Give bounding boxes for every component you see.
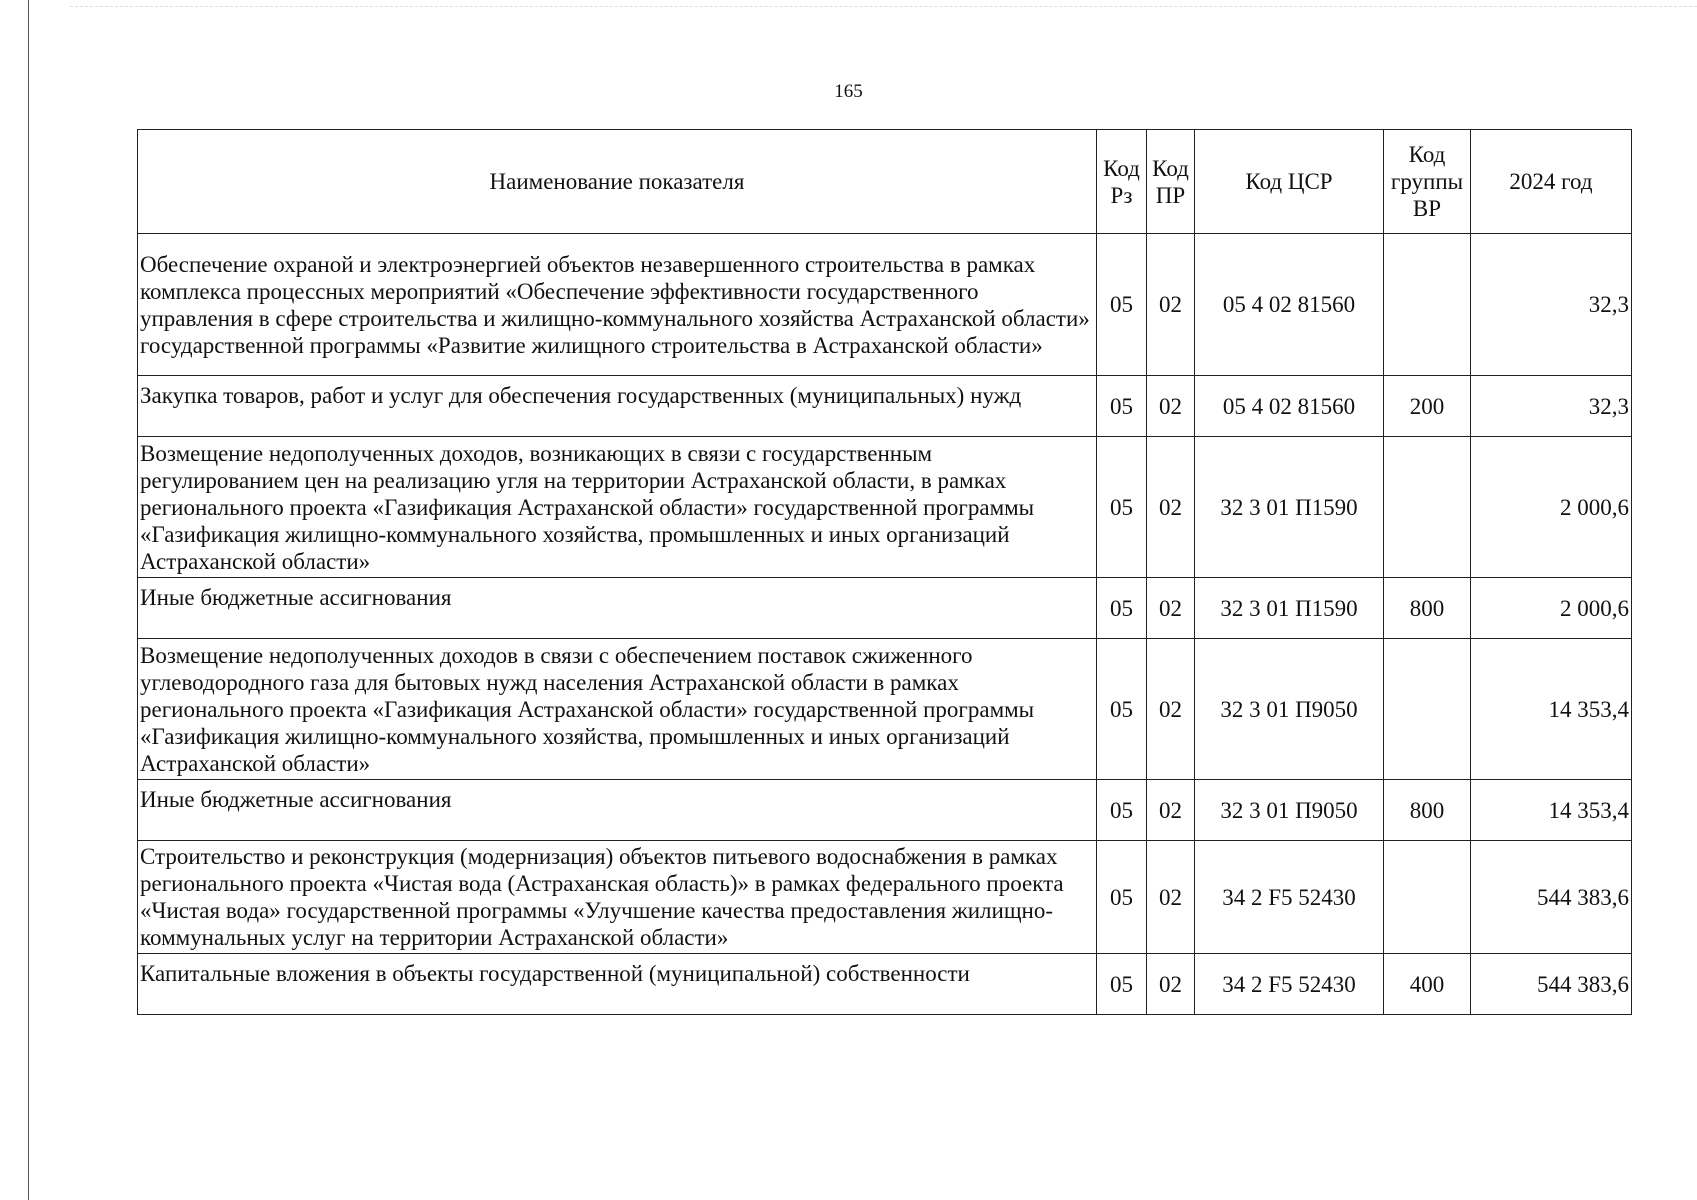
row-csr: 32 3 01 П9050 [1195, 639, 1384, 780]
row-amount: 32,3 [1471, 376, 1632, 437]
row-rz: 05 [1097, 780, 1147, 841]
row-pr: 02 [1147, 376, 1195, 437]
header-rz: Код Рз [1097, 130, 1147, 234]
row-pr: 02 [1147, 841, 1195, 954]
row-vr: 800 [1384, 780, 1471, 841]
row-vr [1384, 234, 1471, 376]
table-row [138, 639, 1632, 780]
row-csr: 05 4 02 81560 [1195, 234, 1384, 376]
row-csr: 34 2 F5 52430 [1195, 954, 1384, 1015]
row-vr [1384, 437, 1471, 578]
row-pr: 02 [1147, 437, 1195, 578]
row-amount: 544 383,6 [1471, 954, 1632, 1015]
row-name: Возмещение недополученных доходов в связи с обеспечением поставок сжиженного углеводородного газа для бытовых нужд населения Астраханской области в рамках регионального проекта «Газификация Астраханской области» государственной программы «Газификация жилищно-коммунального хозяйства, промышленных и иных организаций Астраханской области» [138, 639, 1097, 780]
header-year: 2024 год [1471, 130, 1632, 234]
table-row [138, 841, 1632, 954]
row-amount: 2 000,6 [1471, 437, 1632, 578]
row-rz: 05 [1097, 234, 1147, 376]
row-csr: 05 4 02 81560 [1195, 376, 1384, 437]
row-amount: 2 000,6 [1471, 578, 1632, 639]
row-name: Капитальные вложения в объекты государственной (муниципальной) собственности [138, 954, 1097, 1015]
row-name: Строительство и реконструкция (модернизация) объектов питьевого водоснабжения в рамках регионального проекта «Чистая вода (Астраханская область)» в рамках федерального проекта «Чистая вода» государственной программы «Улучшение качества предоставления жилищно-коммунальных услуг на территории Астраханской области» [138, 841, 1097, 954]
row-pr: 02 [1147, 639, 1195, 780]
page-number: 165 [834, 81, 863, 102]
row-rz: 05 [1097, 437, 1147, 578]
row-vr: 800 [1384, 578, 1471, 639]
row-vr [1384, 639, 1471, 780]
row-vr [1384, 841, 1471, 954]
table-row [138, 578, 1632, 639]
row-rz: 05 [1097, 578, 1147, 639]
row-csr: 32 3 01 П1590 [1195, 578, 1384, 639]
row-amount: 14 353,4 [1471, 639, 1632, 780]
table-row [138, 376, 1632, 437]
row-rz: 05 [1097, 954, 1147, 1015]
row-vr: 200 [1384, 376, 1471, 437]
header-csr: Код ЦСР [1195, 130, 1384, 234]
row-name: Иные бюджетные ассигнования [138, 578, 1097, 639]
table-row [138, 234, 1632, 376]
row-amount: 14 353,4 [1471, 780, 1632, 841]
row-rz: 05 [1097, 841, 1147, 954]
table-row [138, 780, 1632, 841]
row-csr: 34 2 F5 52430 [1195, 841, 1384, 954]
table-row [138, 437, 1632, 578]
row-amount: 32,3 [1471, 234, 1632, 376]
row-pr: 02 [1147, 234, 1195, 376]
row-rz: 05 [1097, 639, 1147, 780]
row-name: Иные бюджетные ассигнования [138, 780, 1097, 841]
binding-edge-line [28, 0, 29, 1200]
row-name: Возмещение недополученных доходов, возникающих в связи с государственным регулированием цен на реализацию угля на территории Астраханской области, в рамках регионального проекта «Газификация Астраханской области» государственной программы «Газификация жилищно-коммунального хозяйства, промышленных и иных организаций Астраханской области» [138, 437, 1097, 578]
row-csr: 32 3 01 П9050 [1195, 780, 1384, 841]
header-vr: Код группы ВР [1384, 130, 1471, 234]
header-name: Наименование показателя [138, 130, 1097, 234]
row-pr: 02 [1147, 578, 1195, 639]
row-rz: 05 [1097, 376, 1147, 437]
row-csr: 32 3 01 П1590 [1195, 437, 1384, 578]
row-name: Закупка товаров, работ и услуг для обеспечения государственных (муниципальных) нужд [138, 376, 1097, 437]
row-pr: 02 [1147, 954, 1195, 1015]
table-row [138, 954, 1632, 1015]
table-header-row [138, 130, 1632, 234]
row-pr: 02 [1147, 780, 1195, 841]
scan-top-edge [70, 6, 1697, 7]
row-name: Обеспечение охраной и электроэнергией объектов незавершенного строительства в рамках комплекса процессных мероприятий «Обеспечение эффективности государственного управления в сфере строительства и жилищно-коммунального хозяйства Астраханской области» государственной программы «Развитие жилищного строительства в Астраханской области» [138, 234, 1097, 376]
header-pr: Код ПР [1147, 130, 1195, 234]
budget-table [137, 129, 1632, 1015]
row-amount: 544 383,6 [1471, 841, 1632, 954]
row-vr: 400 [1384, 954, 1471, 1015]
